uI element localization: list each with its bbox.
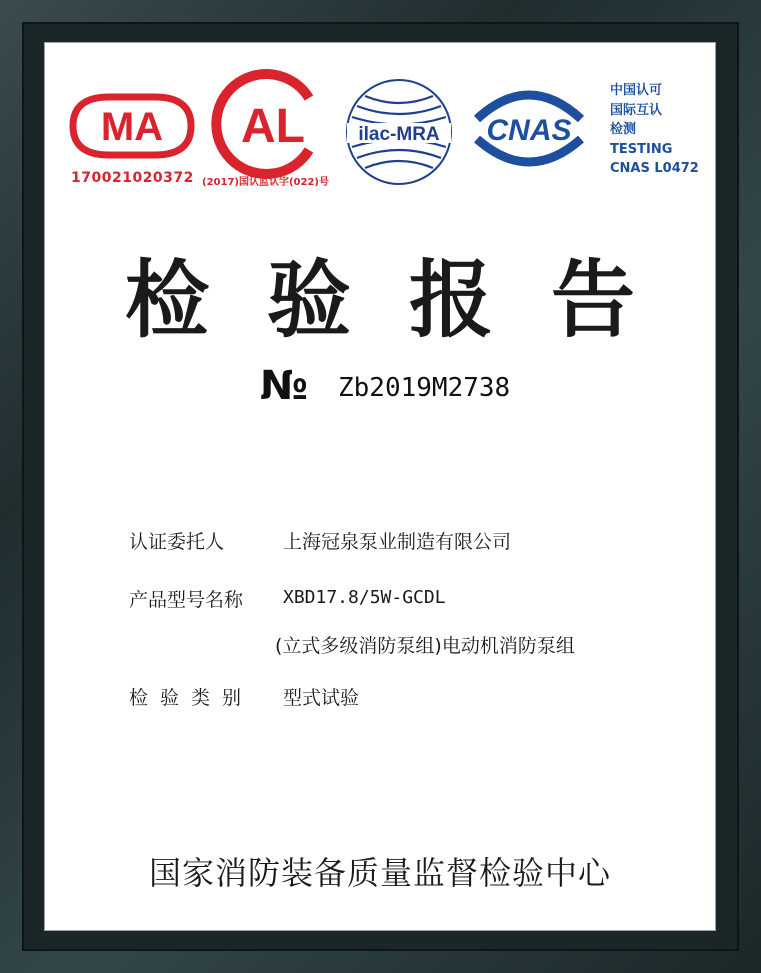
report-cover-page [45,43,715,930]
product-label: 产品型号名称 [129,589,244,611]
cma-logo [69,91,195,161]
cal-logo-text: AL [241,100,305,153]
issuing-organization: 国家消防装备质量监督检验中心 [148,854,611,892]
cnas-line: 检测 [610,122,637,137]
product-name: (立式多级消防泵组)电动机消防泵组 [275,635,575,657]
ilac-logo-text: ilac-MRA [358,124,440,145]
cma-number: 170021020372 [71,170,194,186]
cnas-line: 中国认可 [610,83,663,98]
cma-logo-text: MA [100,105,164,149]
cnas-line: CNAS L0472 [610,161,699,176]
cal-number: (2017)国认监认字(022)号 [202,177,329,188]
cal-logo [209,68,327,180]
report-number-symbol: № [260,363,307,409]
cnas-line: 国际互认 [610,102,663,118]
cnas-line: TESTING [610,141,673,157]
product-model: XBD17.8/5W-GCDL [283,587,446,608]
inspection-type-label: 检验类别 [129,687,254,709]
cnas-accreditation-text [610,81,699,179]
report-title: 检验报告 [124,251,693,349]
cnas-logo [469,85,589,170]
report-number: Zb2019M2738 [338,373,511,403]
client-label: 认证委托人 [129,531,225,553]
inspection-type-value: 型式试验 [283,687,360,709]
cnas-logo-text: CNAS [486,114,572,147]
client-value: 上海冠泉泵业制造有限公司 [283,531,512,553]
ilac-mra-logo [343,76,455,188]
